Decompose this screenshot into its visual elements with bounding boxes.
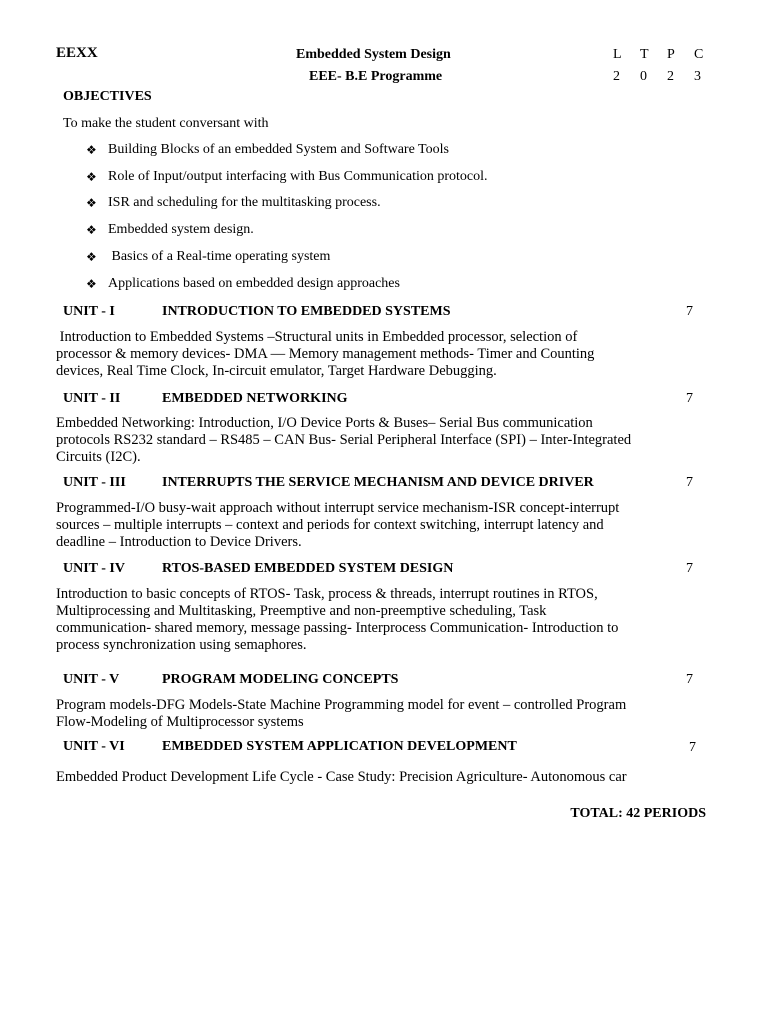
unit-title: PROGRAM MODELING CONCEPTS [162, 672, 399, 687]
ltpc-labels [613, 47, 721, 63]
objective-item [86, 276, 400, 292]
diamond-bullet-icon: ❖ [86, 277, 97, 291]
ltpc-label-p: P [667, 47, 675, 62]
ltpc-value-t: 0 [640, 69, 647, 84]
objective-text: Role of Input/output interfacing with Bus Communication protocol. [108, 169, 488, 184]
total-periods: TOTAL: 42 PERIODS [570, 806, 706, 821]
unit-line: sources – multiple interrupts – context and periods for context switching, interrupt latency and [56, 517, 604, 533]
diamond-bullet-icon: ❖ [86, 196, 97, 210]
ltpc-value-l: 2 [613, 69, 620, 84]
unit-label: UNIT - IV [63, 561, 125, 576]
unit-description [56, 769, 706, 786]
diamond-bullet-icon: ❖ [86, 223, 97, 237]
unit-title: INTRODUCTION TO EMBEDDED SYSTEMS [162, 304, 451, 319]
objective-text: Embedded system design. [108, 222, 254, 237]
objective-item [86, 142, 449, 158]
unit-line: Introduction to basic concepts of RTOS- Task, process & threads, interrupt routines in RTOS, [56, 586, 598, 602]
unit-line: devices, Real Time Clock, In-circuit emulator, Target Hardware Debugging. [56, 363, 497, 379]
unit-label: UNIT - VI [63, 739, 125, 754]
ltpc-label-c: C [694, 47, 704, 62]
objectives-intro: To make the student conversant with [63, 116, 269, 131]
unit-hours: 7 [686, 391, 693, 406]
unit-line: Programmed-I/O busy-wait approach without interrupt service mechanism-ISR concept-interrupt [56, 500, 620, 516]
programme-name: EEE- B.E Programme [309, 69, 443, 84]
unit-line: Circuits (I2C). [56, 449, 141, 465]
unit-title: EMBEDDED NETWORKING [162, 391, 348, 406]
unit-title: RTOS-BASED EMBEDDED SYSTEM DESIGN [162, 561, 454, 576]
unit-description [56, 586, 686, 654]
unit-hours: 7 [686, 475, 693, 490]
objective-item [86, 169, 488, 185]
objective-item [86, 222, 254, 238]
course-code: EEXX [56, 45, 98, 61]
unit-hours: 7 [686, 561, 693, 576]
unit-description [56, 697, 686, 731]
unit-line: Program models-DFG Models-State Machine Programming model for event – controlled Program [56, 697, 627, 713]
unit-line: Embedded Networking: Introduction, I/O Device Ports & Buses– Serial Bus communication [56, 415, 593, 431]
objectives-heading: OBJECTIVES [63, 89, 152, 104]
objective-item [86, 195, 381, 211]
diamond-bullet-icon: ❖ [86, 143, 97, 157]
ltpc-value-c: 3 [694, 69, 701, 84]
unit-line: Multiprocessing and Multitasking, Preemptive and non-preemptive scheduling, Task [56, 603, 547, 619]
unit-line: communication- shared memory, message passing- Interprocess Communication- Introduction to [56, 620, 619, 636]
unit-hours: 7 [686, 672, 693, 687]
unit-description [56, 329, 686, 380]
unit-line: Introduction to Embedded Systems –Structural units in Embedded processor, selection of [56, 329, 578, 345]
unit-line: deadline – Introduction to Device Drivers. [56, 534, 302, 550]
objective-item [86, 249, 330, 265]
unit-label: UNIT - II [63, 391, 121, 406]
ltpc-value-p: 2 [667, 69, 674, 84]
diamond-bullet-icon: ❖ [86, 250, 97, 264]
objective-text: Basics of a Real-time operating system [108, 249, 331, 264]
unit-label: UNIT - V [63, 672, 120, 687]
ltpc-label-l: L [613, 47, 622, 62]
unit-hours: 7 [686, 304, 693, 319]
diamond-bullet-icon: ❖ [86, 170, 97, 184]
unit-label: UNIT - III [63, 475, 126, 490]
objective-text: Applications based on embedded design approaches [108, 276, 400, 291]
ltpc-label-t: T [640, 47, 649, 62]
unit-line: processor & memory devices- DMA — Memory management methods- Timer and Counting [56, 346, 595, 362]
unit-hours: 7 [689, 740, 696, 755]
unit-title: EMBEDDED SYSTEM APPLICATION DEVELOPMENT [162, 739, 517, 754]
unit-description [56, 500, 686, 551]
unit-line: Flow-Modeling of Multiprocessor systems [56, 714, 304, 730]
unit-label: UNIT - I [63, 304, 115, 319]
unit-line: protocols RS232 standard – RS485 – CAN Bus- Serial Peripheral Interface (SPI) – Inter-Integrated [56, 432, 632, 448]
unit-title: INTERRUPTS THE SERVICE MECHANISM AND DEVICE DRIVER [162, 475, 594, 490]
unit-description [56, 415, 706, 466]
course-title: Embedded System Design [296, 47, 451, 62]
unit-line: Embedded Product Development Life Cycle - Case Study: Precision Agriculture- Autonomous car [56, 769, 627, 785]
unit-line: process synchronization using semaphores. [56, 637, 307, 653]
objective-text: ISR and scheduling for the multitasking process. [108, 195, 381, 210]
ltpc-values [613, 69, 721, 85]
objective-text: Building Blocks of an embedded System and Software Tools [108, 142, 449, 157]
